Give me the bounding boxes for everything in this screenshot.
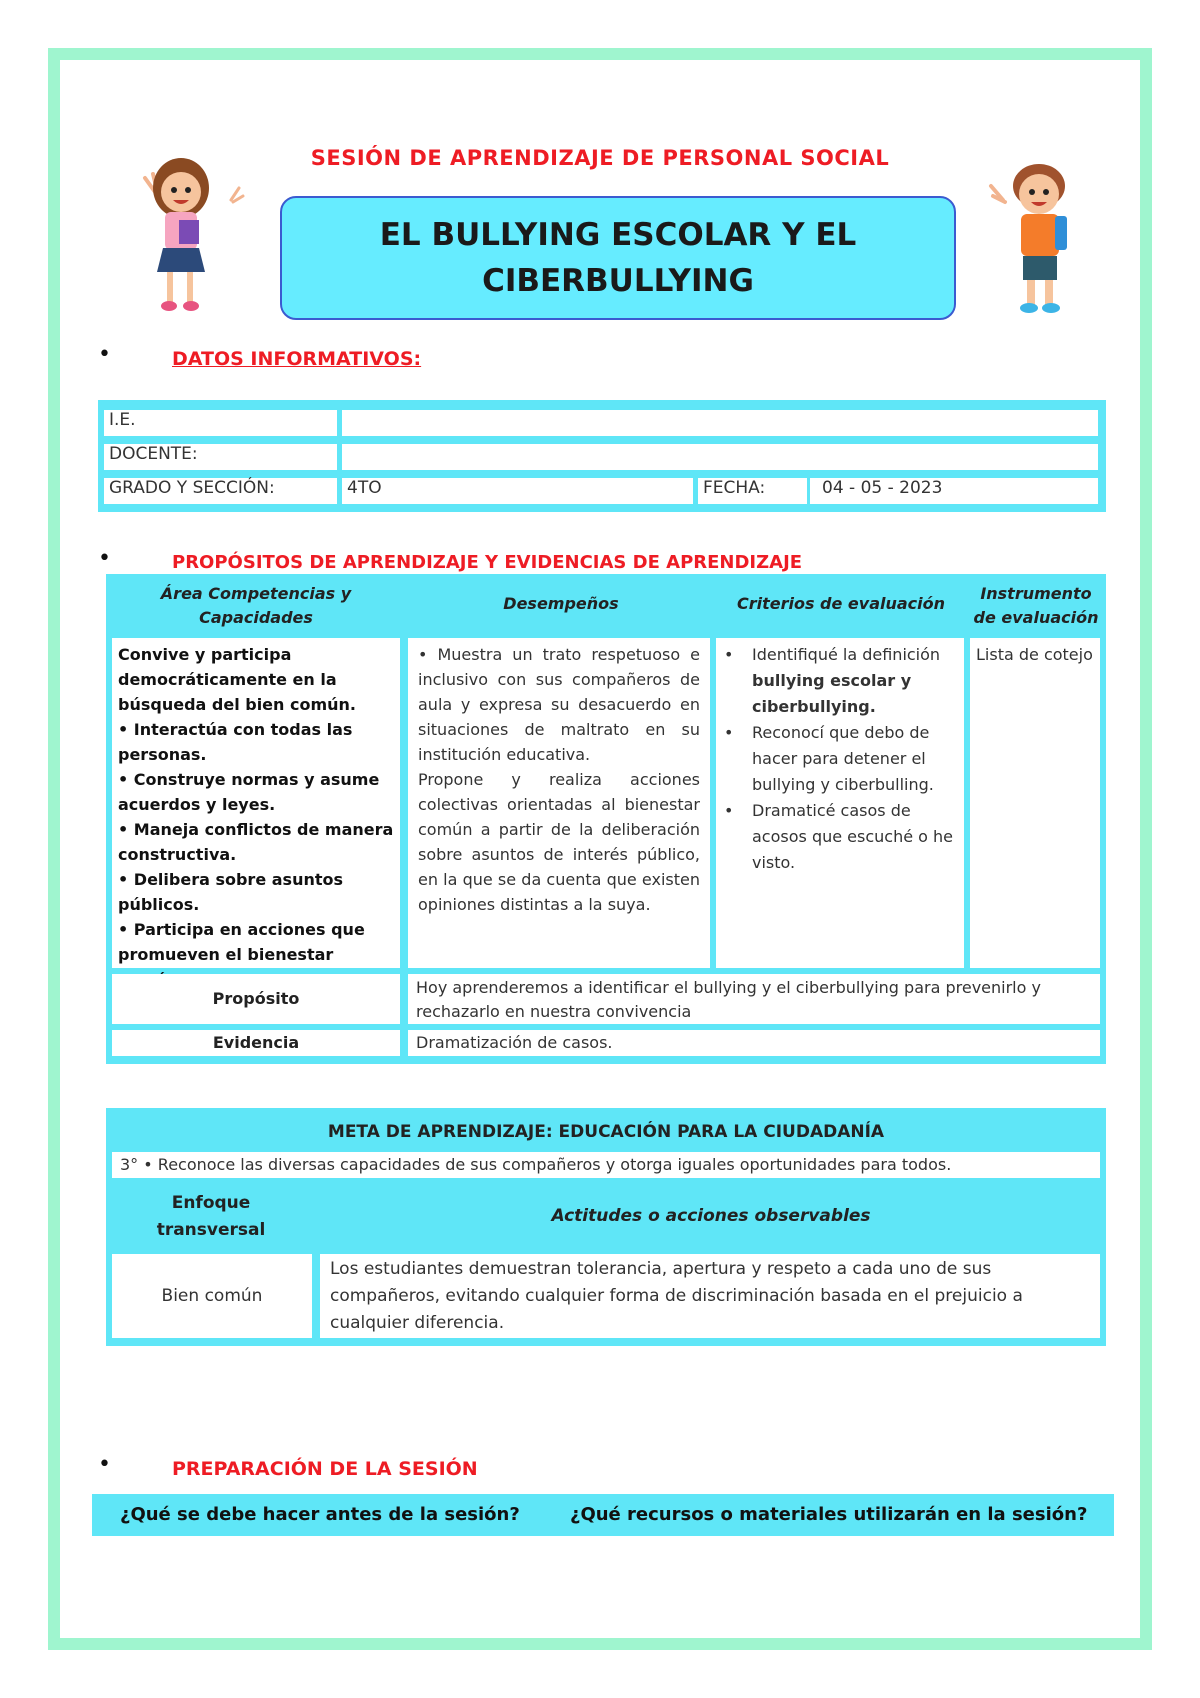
proposito-label: Propósito bbox=[112, 974, 400, 1024]
session-title-box bbox=[280, 196, 956, 320]
criterio-bold-text: bullying escolar y ciberbullying. bbox=[752, 671, 912, 716]
col-instrumento-header: Instrumento de evaluación bbox=[973, 584, 1099, 627]
competencia-text: Convive y participa democráticamente en la búsqueda del bien común. bbox=[118, 645, 356, 714]
bullet-icon: • bbox=[98, 1452, 111, 1477]
criterio-text: Reconocí que debo de hacer para detener el bullying y ciberbulling. bbox=[752, 723, 934, 794]
criterio-text: Identifiqué la definición bbox=[752, 645, 941, 664]
criterios-cell bbox=[716, 638, 964, 968]
area-cell bbox=[112, 638, 400, 968]
girl-illustration bbox=[135, 150, 245, 320]
propositos-table bbox=[106, 574, 1106, 1064]
propositos-heading: PROPÓSITOS DE APRENDIZAJE Y EVIDENCIAS DE APRENDIZAJE bbox=[172, 552, 803, 573]
capacidad-item: • Maneja conflictos de manera constructiva. bbox=[118, 820, 394, 864]
desempeno-text: Propone y realiza acciones colectivas orientadas al bienestar común a partir de la deliberación sobre asuntos de interés público, en la que se da cuenta que existen opiniones distintas a la suya. bbox=[418, 770, 700, 914]
fecha-label: FECHA: bbox=[698, 478, 807, 504]
bullet-icon: • bbox=[98, 342, 111, 367]
evidencia-label: Evidencia bbox=[112, 1030, 400, 1056]
proposito-text: Hoy aprenderemos a identificar el bullying y el ciberbullying para prevenirlo y rechazarlo en nuestra convivencia bbox=[408, 974, 1100, 1024]
criterio-item bbox=[724, 720, 958, 798]
bullet-icon: • bbox=[724, 801, 734, 820]
meta-line: 3° • Reconoce las diversas capacidades de sus compañeros y otorga iguales oportunidades para todos. bbox=[112, 1152, 1100, 1178]
criterio-item bbox=[724, 798, 958, 876]
session-title: EL BULLYING ESCOLAR Y EL CIBERBULLYING bbox=[379, 217, 857, 299]
capacidad-item: • Construye normas y asume acuerdos y leyes. bbox=[118, 770, 380, 814]
col-criterios-header: Criterios de evaluación bbox=[736, 594, 946, 613]
grado-label: GRADO Y SECCIÓN: bbox=[104, 478, 337, 504]
grado-value[interactable]: 4TO bbox=[342, 478, 693, 504]
q-antes-sesion: ¿Qué se debe hacer antes de la sesión? bbox=[120, 1504, 520, 1525]
ie-field[interactable] bbox=[342, 410, 1098, 436]
enfoque-cell: Bien común bbox=[112, 1254, 312, 1338]
preparacion-header-row bbox=[92, 1494, 1114, 1536]
col-actitudes-header: Actitudes o acciones observables bbox=[551, 1206, 871, 1226]
col-enfoque-header: Enfoque transversal bbox=[156, 1193, 266, 1240]
capacidad-item: • Delibera sobre asuntos públicos. bbox=[118, 870, 344, 914]
actitudes-cell: Los estudiantes demuestran tolerancia, apertura y respeto a cada uno de sus compañeros, evitando cualquier forma de discriminación basada en el prejuicio a cualquier diferencia. bbox=[320, 1254, 1100, 1338]
q-recursos-sesion: ¿Qué recursos o materiales utilizarán en la sesión? bbox=[570, 1504, 1088, 1525]
meta-title: META DE APRENDIZAJE: EDUCACIÓN PARA LA CIUDADANÍA bbox=[327, 1122, 885, 1142]
ie-label: I.E. bbox=[104, 410, 337, 436]
col-desempenos-header: Desempeños bbox=[503, 594, 619, 613]
col-area-header: Área Competencias y Capacidades bbox=[160, 584, 352, 627]
desempenos-cell bbox=[408, 638, 710, 968]
bullet-icon: • bbox=[724, 645, 734, 664]
docente-field[interactable] bbox=[342, 444, 1098, 470]
datos-heading: DATOS INFORMATIVOS: bbox=[172, 348, 422, 370]
criterio-item bbox=[724, 642, 958, 720]
criterio-text: Dramaticé casos de acosos que escuché o he visto. bbox=[752, 801, 954, 872]
boy-illustration bbox=[985, 150, 1095, 320]
bullet-icon: • bbox=[98, 546, 111, 571]
meta-table bbox=[106, 1108, 1106, 1346]
capacidad-item: • Interactúa con todas las personas. bbox=[118, 720, 353, 764]
desempeno-text: • Muestra un trato respetuoso e inclusivo con sus compañeros de aula y expresa su desacuerdo en situaciones de maltrato en su institución educativa. bbox=[418, 645, 700, 764]
docente-label: DOCENTE: bbox=[104, 444, 337, 470]
bullet-icon: • bbox=[724, 723, 734, 742]
evidencia-text: Dramatización de casos. bbox=[408, 1030, 1100, 1056]
instrumento-cell: Lista de cotejo bbox=[970, 638, 1100, 968]
session-kicker: SESIÓN DE APRENDIZAJE DE PERSONAL SOCIAL bbox=[310, 146, 890, 170]
preparacion-heading: PREPARACIÓN DE LA SESIÓN bbox=[172, 1458, 478, 1480]
datos-table bbox=[98, 400, 1106, 512]
capacidad-item: • Participa en acciones que promueven el bienestar bbox=[118, 920, 365, 964]
fecha-value[interactable]: 04 - 05 - 2023 bbox=[810, 478, 1098, 504]
